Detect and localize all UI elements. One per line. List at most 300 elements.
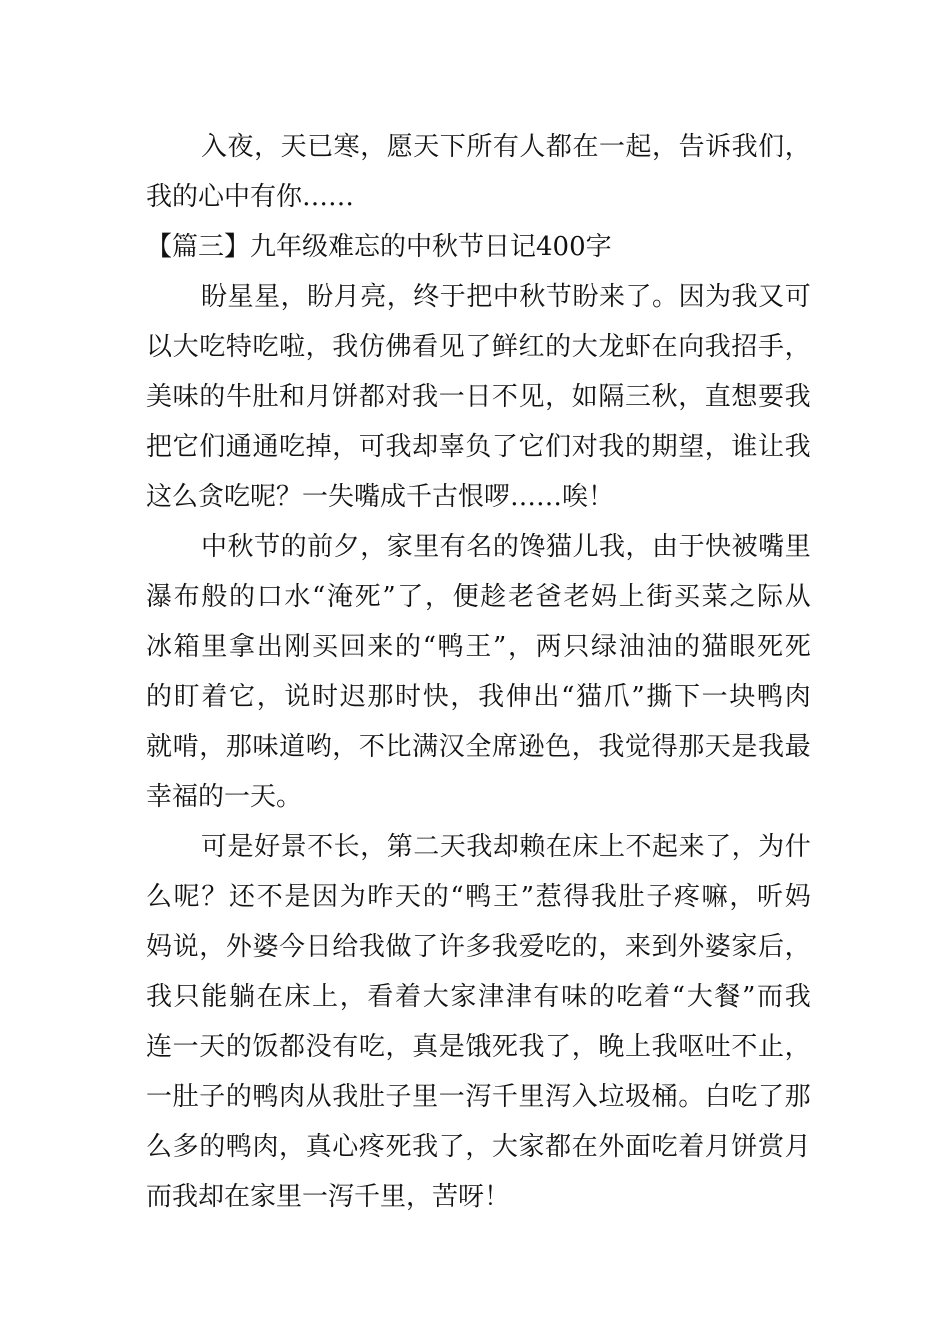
glyph: 们 — [758, 132, 785, 162]
line-text: 我的心中有你…… — [146, 182, 355, 212]
glyph: 水 — [284, 582, 311, 612]
glyph: 大 — [422, 982, 449, 1012]
glyph: 手 — [758, 332, 785, 362]
glyph: 家 — [450, 982, 477, 1012]
glyph: 了 — [465, 332, 492, 362]
glyph: 虾 — [624, 332, 651, 362]
glyph: 在 — [256, 982, 283, 1012]
glyph: 口 — [256, 582, 283, 612]
glyph: ？ — [201, 882, 228, 912]
glyph: 死 — [354, 582, 381, 612]
glyph: 里 — [413, 532, 440, 562]
glyph: 我 — [466, 832, 493, 862]
glyph: ， — [280, 282, 307, 312]
glyph: 而 — [757, 982, 784, 1012]
glyph: 惹 — [535, 882, 562, 912]
glyph: 下 — [439, 132, 466, 162]
glyph: 爪 — [603, 682, 630, 712]
glyph: 终 — [413, 282, 440, 312]
glyph: 在 — [572, 132, 599, 162]
glyph: 秋 — [651, 382, 678, 412]
glyph: 垃 — [598, 1082, 625, 1112]
glyph: ， — [332, 732, 359, 762]
glyph: 可 — [358, 432, 385, 462]
glyph: 块 — [729, 682, 756, 712]
glyph: 我 — [332, 332, 359, 362]
glyph: 天 — [439, 832, 466, 862]
glyph: 后 — [758, 932, 785, 962]
glyph: 可 — [201, 832, 228, 862]
glyph: 伸 — [505, 682, 532, 712]
glyph: 能 — [201, 982, 228, 1012]
glyph: 我 — [412, 382, 439, 412]
glyph: 是 — [284, 882, 311, 912]
glyph: 晚 — [598, 1032, 625, 1062]
glyph: 味 — [561, 982, 588, 1012]
glyph: 子 — [385, 1082, 412, 1112]
glyph: 妈 — [146, 932, 173, 962]
glyph: 一 — [438, 382, 465, 412]
glyph: 龙 — [598, 332, 625, 362]
glyph: 家 — [731, 932, 758, 962]
glyph: “ — [422, 632, 437, 662]
glyph: 绿 — [590, 632, 617, 662]
glyph: 迟 — [339, 682, 366, 712]
glyph: 都 — [279, 1032, 306, 1062]
glyph: 着 — [395, 982, 422, 1012]
glyph: 盼 — [201, 282, 228, 312]
glyph: 多 — [465, 932, 492, 962]
glyph: 前 — [307, 532, 334, 562]
glyph: 吃 — [545, 932, 572, 962]
glyph: 以 — [146, 332, 173, 362]
glyph: 见 — [438, 332, 465, 362]
glyph: 上 — [312, 982, 339, 1012]
text-line — [146, 472, 811, 522]
glyph: 不 — [731, 1032, 758, 1062]
glyph: ， — [784, 932, 811, 962]
glyph: 时 — [395, 682, 422, 712]
glyph: 肚 — [252, 382, 279, 412]
glyph: ， — [784, 132, 811, 162]
glyph: ， — [652, 132, 679, 162]
glyph: 下 — [674, 682, 701, 712]
glyph: 我 — [784, 382, 811, 412]
glyph: ， — [545, 382, 572, 412]
glyph: 都 — [545, 1132, 572, 1162]
glyph: 般 — [201, 582, 228, 612]
glyph: 得 — [651, 732, 678, 762]
glyph: 鸭 — [437, 632, 464, 662]
glyph: 星 — [227, 282, 254, 312]
text-line — [146, 772, 811, 822]
glyph: ， — [424, 582, 451, 612]
glyph: 对 — [385, 382, 412, 412]
glyph: ” — [742, 982, 756, 1012]
glyph: 白 — [704, 1082, 731, 1112]
glyph: 的 — [674, 632, 701, 662]
glyph: 吃 — [358, 1032, 385, 1062]
glyph: 着 — [678, 1132, 705, 1162]
document-body — [146, 122, 811, 1222]
glyph: 的 — [545, 332, 572, 362]
glyph: 起 — [625, 132, 652, 162]
glyph: 么 — [146, 1132, 173, 1162]
glyph: 妈 — [590, 582, 617, 612]
glyph: 了 — [758, 1082, 785, 1112]
glyph: 大 — [571, 332, 598, 362]
text-line — [146, 122, 811, 172]
glyph: 两 — [535, 632, 562, 662]
glyph: 看 — [412, 332, 439, 362]
glyph: 味 — [252, 732, 279, 762]
glyph: 亮 — [360, 282, 387, 312]
glyph: 盼 — [572, 282, 599, 312]
glyph: 掉 — [305, 432, 332, 462]
glyph: 猫 — [576, 682, 603, 712]
glyph: 看 — [367, 982, 394, 1012]
glyph: 听 — [757, 882, 784, 912]
glyph: 告 — [678, 132, 705, 162]
glyph: 已 — [307, 132, 334, 162]
glyph: 肚 — [172, 1082, 199, 1112]
glyph: 盼 — [307, 282, 334, 312]
glyph: 的 — [146, 682, 173, 712]
glyph: ， — [305, 332, 332, 362]
glyph: 里 — [412, 1082, 439, 1112]
glyph: 嘴 — [758, 532, 785, 562]
glyph: 的 — [199, 1132, 226, 1162]
glyph: 吃 — [252, 332, 279, 362]
glyph: 王 — [465, 632, 492, 662]
glyph: 想 — [731, 382, 758, 412]
glyph: 于 — [439, 282, 466, 312]
glyph: 津 — [478, 982, 505, 1012]
glyph: 秋 — [519, 282, 546, 312]
glyph: ， — [678, 382, 705, 412]
glyph: 的 — [588, 982, 615, 1012]
glyph: 我 — [590, 882, 617, 912]
glyph: 婆 — [252, 932, 279, 962]
glyph: 撕 — [646, 682, 673, 712]
glyph: 红 — [518, 332, 545, 362]
glyph: 还 — [229, 882, 256, 912]
glyph: 多 — [172, 1132, 199, 1162]
glyph: 呕 — [678, 1032, 705, 1062]
glyph: 我 — [146, 982, 173, 1012]
glyph: 那 — [784, 1082, 811, 1112]
glyph: 只 — [563, 632, 590, 662]
glyph: 我 — [332, 1082, 359, 1112]
glyph: 一 — [146, 1082, 173, 1112]
glyph: 泻 — [545, 1082, 572, 1112]
glyph: 我 — [478, 682, 505, 712]
line-text: 【篇三】九年级难忘的中秋节日记400字 — [146, 232, 612, 262]
glyph: 拿 — [229, 632, 256, 662]
glyph: 为 — [705, 282, 732, 312]
glyph: 的 — [229, 582, 256, 612]
glyph: 我 — [358, 932, 385, 962]
glyph: 大 — [686, 982, 713, 1012]
text-line — [146, 922, 811, 972]
glyph: 的 — [280, 532, 307, 562]
glyph: 真 — [412, 1032, 439, 1062]
glyph: 外 — [678, 932, 705, 962]
glyph: 人 — [519, 132, 546, 162]
glyph: 把 — [146, 432, 173, 462]
glyph: 饿 — [465, 1032, 492, 1062]
glyph: 天 — [395, 882, 422, 912]
glyph: 要 — [758, 382, 785, 412]
text-line — [146, 372, 811, 422]
text-line — [146, 272, 811, 322]
glyph: 逊 — [518, 732, 545, 762]
glyph: 在 — [571, 1132, 598, 1162]
glyph: 哟 — [305, 732, 332, 762]
glyph: ” — [493, 632, 507, 662]
glyph: 招 — [731, 332, 758, 362]
text-line — [146, 1072, 811, 1122]
glyph: 星 — [254, 282, 281, 312]
glyph: 妈 — [784, 882, 811, 912]
glyph: 许 — [438, 932, 465, 962]
glyph: ， — [507, 632, 534, 662]
glyph: 通 — [225, 432, 252, 462]
glyph: 死 — [757, 632, 784, 662]
glyph: ， — [784, 332, 811, 362]
glyph: 之 — [729, 582, 756, 612]
glyph: 见 — [518, 382, 545, 412]
glyph: 美 — [146, 382, 173, 412]
glyph: 老 — [563, 582, 590, 612]
glyph: 一 — [598, 132, 625, 162]
glyph: 着 — [201, 682, 228, 712]
text-line — [146, 1172, 811, 1222]
glyph: ， — [625, 532, 652, 562]
glyph: 入 — [201, 132, 228, 162]
glyph: 那 — [367, 682, 394, 712]
glyph: 时 — [312, 682, 339, 712]
glyph: 。 — [678, 1082, 705, 1112]
glyph: 。 — [652, 282, 679, 312]
glyph: 不 — [358, 732, 385, 762]
glyph: 隔 — [598, 382, 625, 412]
glyph: 趁 — [480, 582, 507, 612]
glyph: 来 — [598, 282, 625, 312]
glyph: 出 — [533, 682, 560, 712]
glyph: 到 — [651, 932, 678, 962]
glyph: 餐 — [714, 982, 741, 1012]
glyph: 夜 — [227, 132, 254, 162]
glyph: 的 — [199, 382, 226, 412]
glyph: 特 — [225, 332, 252, 362]
glyph: 有 — [533, 982, 560, 1012]
glyph: 吃 — [651, 1132, 678, 1162]
glyph: 道 — [279, 732, 306, 762]
glyph: 馋 — [519, 532, 546, 562]
glyph: 着 — [644, 982, 671, 1012]
glyph: 箱 — [173, 632, 200, 662]
glyph: 在 — [651, 332, 678, 362]
glyph: ， — [339, 982, 366, 1012]
glyph: 真 — [305, 1132, 332, 1162]
text-line — [146, 572, 811, 622]
glyph: 有 — [492, 132, 519, 162]
glyph: 诉 — [705, 132, 732, 162]
text-line — [146, 622, 811, 672]
glyph: 牛 — [225, 382, 252, 412]
glyph: 鸭 — [465, 882, 492, 912]
glyph: 津 — [505, 982, 532, 1012]
glyph: 味 — [172, 382, 199, 412]
glyph: 肚 — [358, 1082, 385, 1112]
glyph: 赏 — [758, 1132, 785, 1162]
glyph: 猫 — [545, 532, 572, 562]
glyph: 王 — [493, 882, 520, 912]
glyph: 望 — [678, 432, 705, 462]
glyph: 家 — [386, 532, 413, 562]
glyph: 的 — [225, 1032, 252, 1062]
glyph: 心 — [332, 1132, 359, 1162]
glyph: ， — [704, 432, 731, 462]
glyph: 啃 — [172, 732, 199, 762]
glyph: 有 — [332, 1032, 359, 1062]
glyph: 负 — [465, 432, 492, 462]
glyph: 大 — [491, 1132, 518, 1162]
line-text: 幸福的一天。 — [146, 782, 303, 812]
glyph: 日 — [465, 382, 492, 412]
glyph: 月 — [305, 382, 332, 412]
glyph: 通 — [252, 432, 279, 462]
glyph: 二 — [413, 832, 440, 862]
glyph: 又 — [758, 282, 785, 312]
glyph: 都 — [358, 382, 385, 412]
glyph: 做 — [385, 932, 412, 962]
glyph: 我 — [731, 282, 758, 312]
glyph: 啦 — [279, 332, 306, 362]
line-text: 这么贪吃呢？一失嘴成千古恨啰……唉！ — [146, 482, 615, 512]
glyph: 天 — [199, 1032, 226, 1062]
glyph: 子 — [199, 1082, 226, 1112]
glyph: 谁 — [731, 432, 758, 462]
glyph: 把 — [466, 282, 493, 312]
glyph: 昨 — [367, 882, 394, 912]
glyph: 圾 — [624, 1082, 651, 1112]
glyph: 它 — [518, 432, 545, 462]
glyph: 际 — [757, 582, 784, 612]
glyph: ， — [199, 732, 226, 762]
glyph: 比 — [385, 732, 412, 762]
glyph: ， — [254, 132, 281, 162]
glyph: 死 — [784, 632, 811, 662]
glyph: 我 — [598, 732, 625, 762]
text-line — [146, 672, 811, 722]
glyph: 第 — [386, 832, 413, 862]
glyph: ” — [382, 582, 396, 612]
glyph: 我 — [598, 532, 625, 562]
glyph: ， — [386, 282, 413, 312]
glyph: 快 — [705, 532, 732, 562]
glyph: 的 — [225, 1082, 252, 1112]
glyph: ， — [571, 1032, 598, 1062]
glyph: 出 — [256, 632, 283, 662]
glyph: 爱 — [518, 932, 545, 962]
glyph: 了 — [438, 1132, 465, 1162]
glyph: 说 — [284, 682, 311, 712]
glyph: 吃 — [279, 432, 306, 462]
glyph: 了 — [412, 932, 439, 962]
glyph: 是 — [438, 1032, 465, 1062]
glyph: 因 — [312, 882, 339, 912]
text-line — [146, 422, 811, 472]
glyph: 没 — [305, 1032, 332, 1062]
glyph: 就 — [146, 732, 173, 762]
glyph: 了 — [625, 282, 652, 312]
glyph: 不 — [491, 382, 518, 412]
glyph: 只 — [173, 982, 200, 1012]
glyph: 床 — [284, 982, 311, 1012]
glyph: ， — [332, 432, 359, 462]
glyph: 肉 — [252, 1132, 279, 1162]
glyph: 了 — [545, 1032, 572, 1062]
glyph: 月 — [784, 1132, 811, 1162]
glyph: 那 — [225, 732, 252, 762]
glyph: 我 — [491, 932, 518, 962]
text-line — [146, 972, 811, 1022]
glyph: 油 — [618, 632, 645, 662]
glyph: 们 — [199, 432, 226, 462]
glyph: “ — [312, 582, 326, 612]
glyph: 回 — [339, 632, 366, 662]
glyph: 来 — [624, 932, 651, 962]
glyph: 爸 — [535, 582, 562, 612]
glyph: 肚 — [618, 882, 645, 912]
glyph: ， — [729, 882, 756, 912]
glyph: 我 — [412, 1132, 439, 1162]
glyph: 躺 — [229, 982, 256, 1012]
glyph: ， — [385, 1032, 412, 1062]
glyph: 因 — [678, 282, 705, 312]
glyph: 死 — [491, 1032, 518, 1062]
text-line — [146, 1122, 811, 1172]
glyph: ， — [279, 1132, 306, 1162]
glyph: 秋 — [227, 532, 254, 562]
glyph: 了 — [491, 432, 518, 462]
glyph: 节 — [545, 282, 572, 312]
glyph: 我 — [784, 982, 811, 1012]
glyph: 辜 — [438, 432, 465, 462]
glyph: 我 — [385, 432, 412, 462]
glyph: 冰 — [146, 632, 173, 662]
glyph: 上 — [618, 582, 645, 612]
glyph: 饭 — [252, 1032, 279, 1062]
glyph: 景 — [280, 832, 307, 862]
glyph: 呢 — [173, 882, 200, 912]
glyph: 的 — [492, 532, 519, 562]
glyph: 油 — [646, 632, 673, 662]
glyph: 色 — [545, 732, 572, 762]
glyph: 里 — [518, 1082, 545, 1112]
glyph: 得 — [563, 882, 590, 912]
glyph: 我 — [758, 732, 785, 762]
glyph: 月 — [704, 1132, 731, 1162]
glyph: 的 — [422, 882, 449, 912]
glyph: 起 — [652, 832, 679, 862]
glyph: 不 — [256, 882, 283, 912]
glyph: ， — [465, 1132, 492, 1162]
glyph: 的 — [624, 432, 651, 462]
glyph: 说 — [172, 932, 199, 962]
